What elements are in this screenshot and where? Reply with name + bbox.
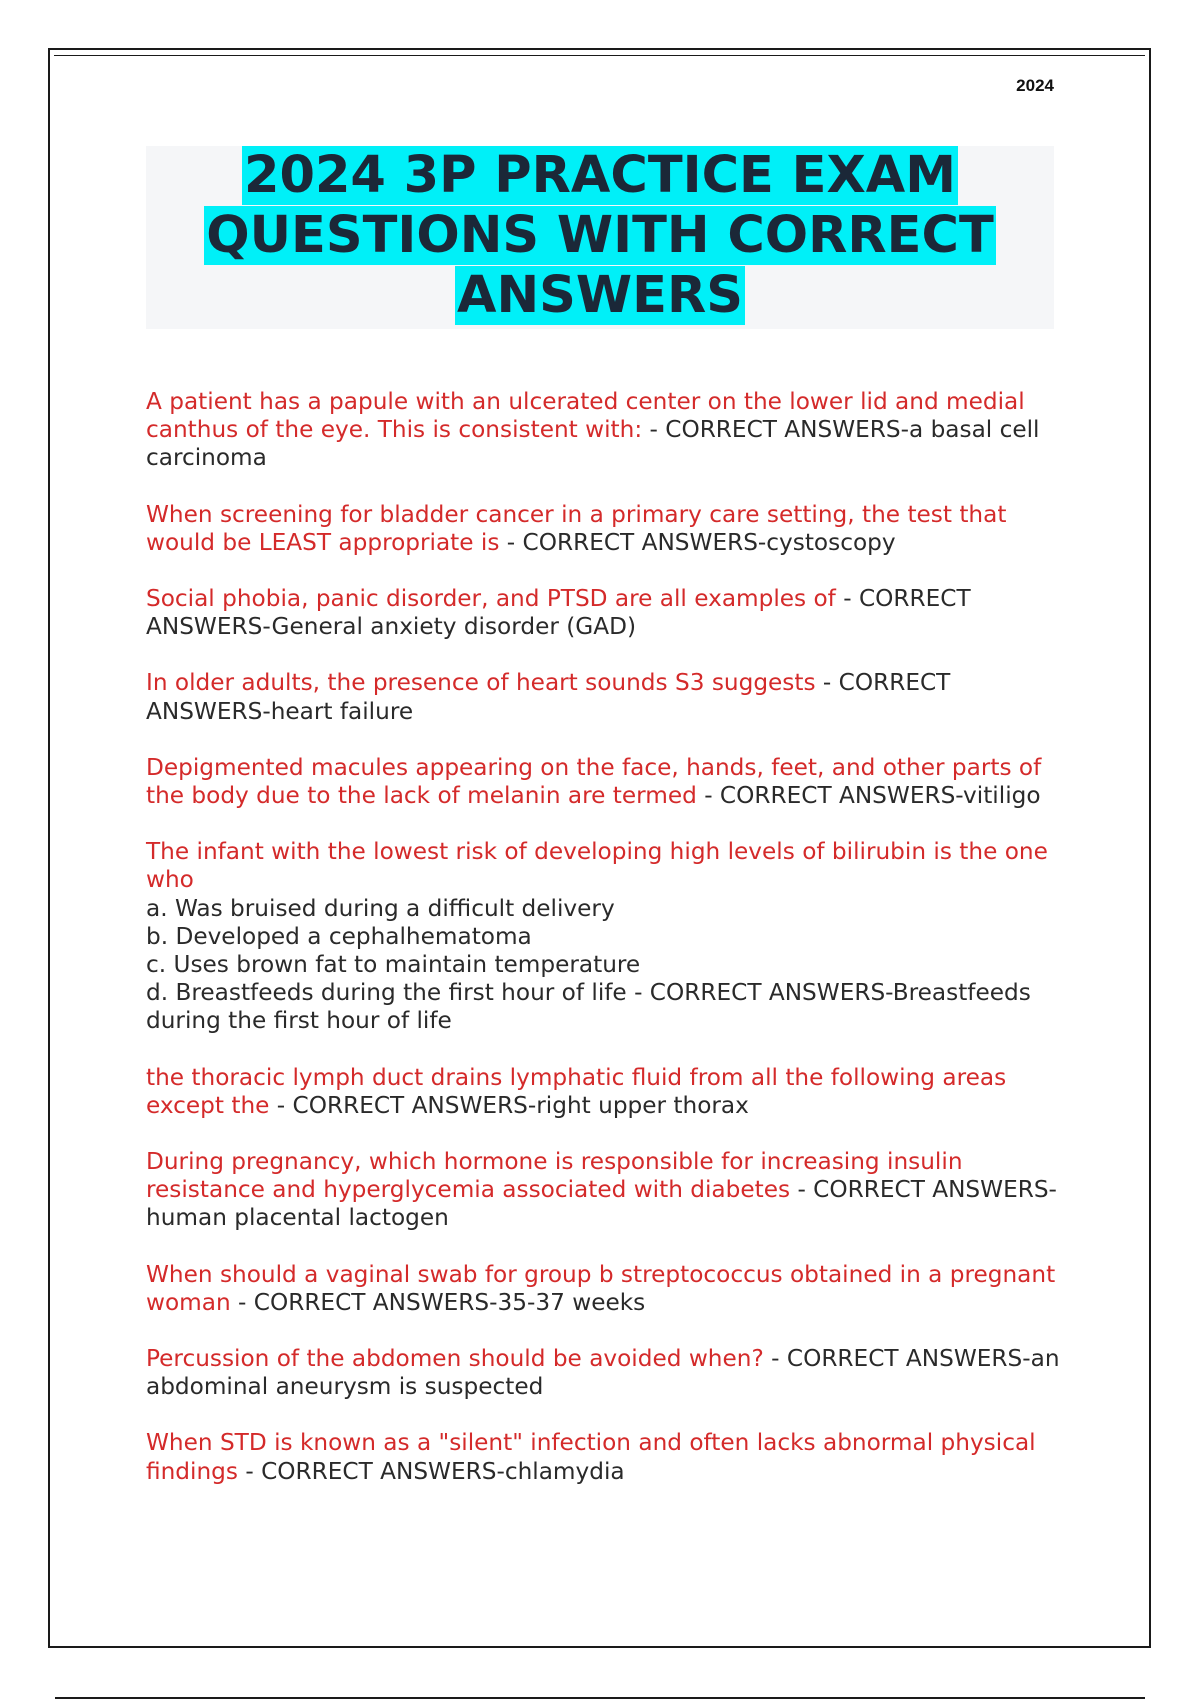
answer-option-d: d. Breastfeeds during the first hour of life (146, 979, 627, 1007)
bottom-rule (55, 1697, 1145, 1699)
answer-text: - CORRECT ANSWERS-human placental lactogen (146, 1176, 1057, 1232)
qa-item-5 (146, 754, 1066, 810)
qa-item-9 (146, 1261, 1066, 1317)
qa-item-6 (146, 838, 1066, 1035)
question-text: the thoracic lymph duct drains lymphatic fluid from all the following areas except the (146, 1063, 1007, 1119)
qa-item-2 (146, 501, 1066, 557)
answer-text: - CORRECT ANSWERS-heart failure (146, 669, 951, 725)
answer-text: - CORRECT ANSWERS-chlamydia (237, 1457, 625, 1485)
document-title (146, 146, 1054, 326)
qa-item-10 (146, 1345, 1066, 1401)
qa-item-11 (146, 1429, 1066, 1485)
answer-text: - CORRECT ANSWERS-Breastfeeds during the first hour of life (146, 979, 1031, 1035)
question-text: When STD is known as a "silent" infection and often lacks abnormal physical findings (146, 1429, 1036, 1485)
question-text: Social phobia, panic disorder, and PTSD are all examples of (146, 585, 836, 613)
question-text: A patient has a papule with an ulcerated center on the lower lid and medial canthus of the eye. This is consistent with: (146, 388, 1025, 444)
question-text: Depigmented macules appearing on the face, hands, feet, and other parts of the body due to the lack of melanin are termed (146, 753, 1042, 810)
answer-text: - CORRECT ANSWERS-General anxiety disorder (GAD) (146, 585, 971, 641)
question-text: The infant with the lowest risk of developing high levels of bilirubin is the one who (146, 838, 1048, 894)
answer-text: - CORRECT ANSWERS-right upper thorax (269, 1091, 749, 1119)
title-line-3: ANSWERS (457, 266, 743, 325)
question-text: In older adults, the presence of heart sounds S3 suggests (146, 669, 816, 697)
answer-text: - CORRECT ANSWERS-vitiligo (696, 782, 1041, 810)
qa-item-1 (146, 388, 1066, 473)
header-year: 2024 (1016, 76, 1054, 95)
title-line-2: QUESTIONS WITH CORRECT (206, 206, 994, 265)
question-text: When screening for bladder cancer in a primary care setting, the test that would be LEAST appropriate is (146, 500, 1007, 556)
question-text: When should a vaginal swab for group b streptococcus obtained in a pregnant woman (146, 1260, 1056, 1316)
qa-item-3 (146, 585, 1066, 641)
question-text: Percussion of the abdomen should be avoided when? (146, 1345, 764, 1373)
qa-item-7 (146, 1064, 1066, 1120)
title-banner (146, 146, 1054, 329)
answer-option-a: a. Was bruised during a difficult delivery (146, 894, 615, 922)
answer-text: - CORRECT ANSWERS-an abdominal aneurysm is suspected (146, 1345, 1060, 1401)
answer-option-c: c. Uses brown fat to maintain temperature (146, 951, 641, 979)
question-text: During pregnancy, which hormone is responsible for increasing insulin resistance and hyperglycemia associated with diabetes (146, 1148, 963, 1204)
answer-text: - CORRECT ANSWERS-cystoscopy (499, 528, 896, 556)
qa-item-4 (146, 669, 1066, 725)
qa-list (146, 388, 1066, 1514)
answer-text: - CORRECT ANSWERS-35-37 weeks (230, 1288, 646, 1316)
answer-option-b: b. Developed a cephalhematoma (146, 922, 532, 950)
answer-text: - CORRECT ANSWERS-a basal cell carcinoma (146, 416, 1040, 472)
qa-item-8 (146, 1148, 1066, 1233)
title-line-1: 2024 3P PRACTICE EXAM (243, 146, 957, 205)
